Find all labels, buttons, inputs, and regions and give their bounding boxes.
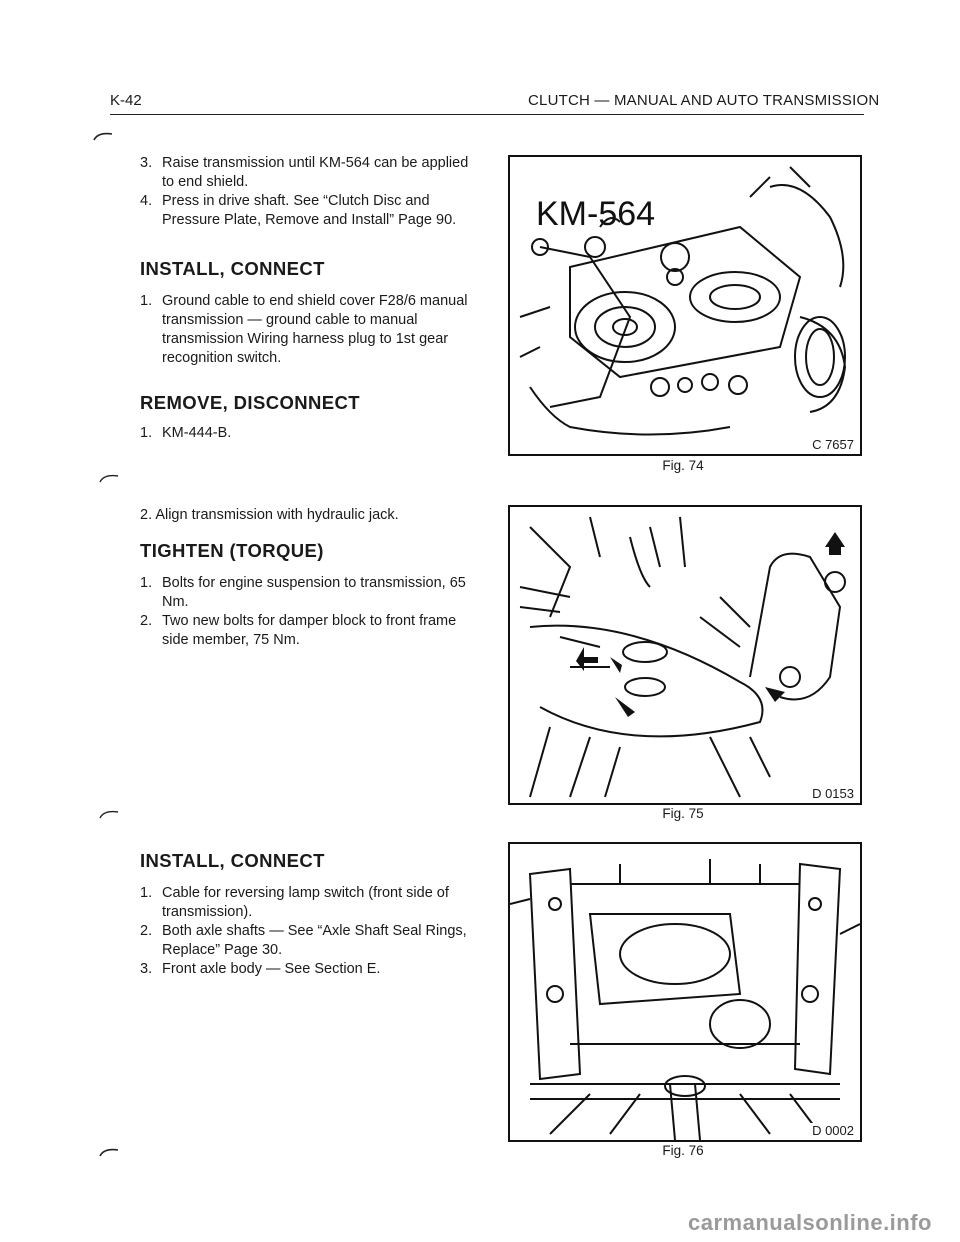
section-heading: INSTALL, CONNECT (140, 258, 325, 279)
list-item: 1. Bolts for engine suspension to transmission, 65 Nm. (140, 575, 466, 610)
margin-mark (92, 130, 114, 144)
list-item: 1. Cable for reversing lamp switch (front side of transmission). (140, 885, 449, 920)
figure-76 (508, 842, 862, 1142)
margin-mark (98, 1146, 120, 1160)
header-rule (110, 114, 864, 115)
section-heading: TIGHTEN (TORQUE) (140, 540, 324, 561)
section-heading: INSTALL, CONNECT (140, 850, 325, 871)
steps-list (140, 424, 480, 443)
step-text: 2. Align transmission with hydraulic jack. (140, 507, 399, 523)
watermark: carmanualsonline.info (688, 1210, 932, 1235)
engine-suspension-illustration (510, 507, 860, 803)
list-item: 2. Two new bolts for damper block to front frame side member, 75 Nm. (140, 613, 457, 648)
figure-caption: Fig. 76 (662, 1143, 704, 1158)
steps-list (140, 574, 485, 650)
transmission-tool-illustration (510, 157, 860, 454)
figure-caption: Fig. 75 (662, 806, 704, 821)
steps-list (140, 884, 485, 979)
list-item: 3. Raise transmission until KM-564 can be applied to end shield. (140, 155, 469, 190)
steps-list (140, 154, 480, 230)
figure-code: D 0153 (812, 786, 854, 801)
list-item: 1. Ground cable to end shield cover F28/6 manual transmission — ground cable to manual transmission Wiring harness plug to 1st gear recognition switch. (140, 293, 468, 366)
figure-code: C 7657 (812, 437, 854, 452)
tool-label: KM-564 (536, 195, 656, 233)
list-item: 3. Front axle body — See Section E. (140, 961, 381, 977)
figure-code: D 0002 (812, 1123, 854, 1138)
figure-74 (508, 155, 862, 456)
page-header-title: CLUTCH — MANUAL AND AUTO TRANSMISSION (528, 92, 880, 109)
section-heading: REMOVE, DISCONNECT (140, 392, 360, 413)
margin-mark (98, 472, 120, 486)
margin-mark (98, 808, 120, 822)
list-item: 2. Both axle shafts — See “Axle Shaft Seal Rings, Replace” Page 30. (140, 923, 467, 958)
front-axle-illustration (510, 844, 860, 1140)
figure-caption: Fig. 74 (662, 458, 704, 473)
page-code: K-42 (110, 92, 142, 109)
list-item: 1. KM-444-B. (140, 425, 232, 441)
list-item: 4. Press in drive shaft. See “Clutch Disc and Pressure Plate, Remove and Install” Page 90. (140, 193, 457, 228)
steps-list (140, 292, 480, 368)
figure-75 (508, 505, 862, 805)
